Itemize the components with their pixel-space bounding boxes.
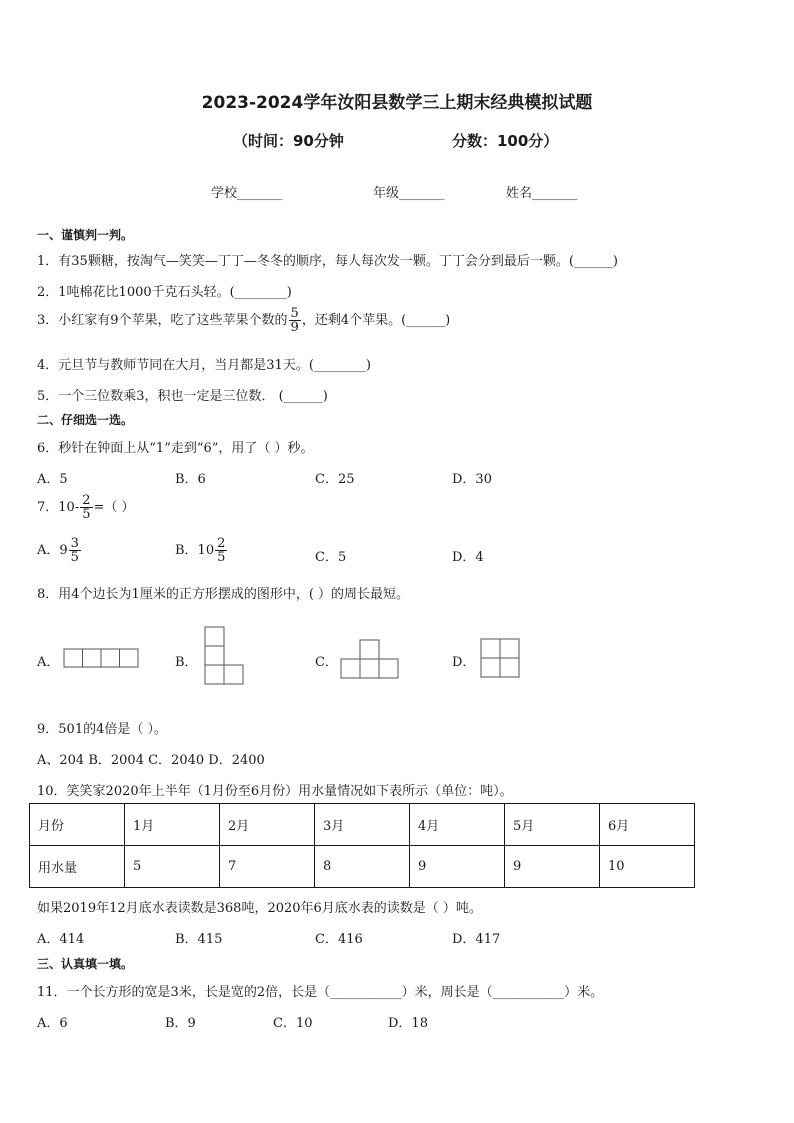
question-10-followup: 如果2019年12月底水表读数是368吨，2020年6月底水表的读数是（ ）吨。	[37, 901, 482, 916]
q11-option-c: C．10	[273, 1016, 313, 1031]
question-5: 5．一个三位数乘3，积也一定是三位数． (______)	[37, 389, 328, 404]
q6-option-b: B．6	[175, 472, 206, 487]
unit-square	[83, 649, 102, 667]
fraction-denominator: 5	[217, 550, 226, 565]
table-cell: 9	[410, 846, 505, 888]
fraction-numerator: 5	[290, 306, 299, 321]
unit-square	[224, 665, 243, 684]
q8-option-b: B．	[175, 655, 198, 670]
unit-square	[120, 649, 139, 667]
table-cell: 5月	[505, 804, 600, 846]
table-cell: 10	[600, 846, 695, 888]
question-10: 10．笑笑家2020年上半年（1月份至6月份）用水量情况如下表所示（单位：吨）。	[37, 784, 513, 799]
q7-option-a	[37, 537, 82, 564]
question-7-pre: 7．10-	[37, 500, 80, 515]
table-cell: 8	[315, 846, 410, 888]
table-cell: 3月	[315, 804, 410, 846]
q10-option-c: C．416	[315, 932, 363, 947]
fraction-numerator: 2	[217, 536, 226, 551]
q7-option-b	[175, 537, 228, 564]
question-7	[37, 494, 135, 521]
question-1: 1．有35颗糖，按淘气—笑笑—丁丁—冬冬的顺序，每人每次发一颗。丁丁会分到最后一颗。(______)	[37, 254, 618, 269]
q6-option-d: D．30	[452, 472, 492, 487]
question-3-pre: 3．小红家有9个苹果，吃了这些苹果个数的	[37, 313, 288, 328]
table-cell: 1月	[125, 804, 220, 846]
unit-square	[205, 665, 224, 684]
question-7-post: =（ ）	[93, 500, 135, 515]
question-9: 9．501的4倍是（ ）。	[37, 722, 167, 737]
fraction-numerator: 3	[70, 536, 79, 551]
fraction	[80, 494, 92, 521]
fraction	[215, 537, 227, 564]
unit-square	[341, 659, 360, 678]
q7-option-b-label: B．10	[175, 543, 215, 558]
unit-square	[205, 646, 224, 665]
unit-square	[64, 649, 83, 667]
shape-four-in-row	[63, 648, 141, 670]
q8-option-c: C．	[315, 655, 338, 670]
exam-title: 2023-2024学年汝阳县数学三上期末经典模拟试题	[201, 93, 593, 113]
q7-option-c: C．5	[315, 550, 347, 565]
question-3-post: ，还剩4个苹果。(______)	[301, 313, 451, 328]
fraction-denominator: 9	[290, 320, 299, 335]
table-cell: 2月	[220, 804, 315, 846]
unit-square	[205, 627, 224, 646]
q7-option-d: D．4	[452, 550, 484, 565]
question-3	[37, 307, 450, 334]
q7-option-a-label: A．9	[37, 543, 68, 558]
table-cell: 用水量	[30, 846, 125, 888]
unit-square	[481, 639, 500, 658]
school-field: 学校_______	[211, 186, 283, 201]
unit-square	[379, 659, 398, 678]
question-8: 8．用4个边长为1厘米的正方形摆成的图形中，( ）的周长最短。	[37, 587, 410, 602]
unit-square	[360, 659, 379, 678]
fraction-denominator: 5	[70, 550, 79, 565]
table-cell: 9	[505, 846, 600, 888]
unit-square	[500, 639, 519, 658]
question-6: 6．秒针在钟面上从“1”走到“6”，用了（ ）秒。	[37, 441, 314, 456]
shape-l-tetromino	[204, 626, 246, 686]
q9-options: A、204 B．2004 C．2040 D．2400	[37, 753, 265, 768]
exam-score: 分数：100分）	[452, 132, 559, 150]
fraction	[69, 537, 81, 564]
exam-time: （时间：90分钟	[233, 132, 344, 150]
table-row	[30, 804, 695, 846]
unit-square	[360, 640, 379, 659]
table-cell: 5	[125, 846, 220, 888]
q11-option-b: B．9	[165, 1016, 196, 1031]
shape-t-tetromino	[340, 639, 400, 681]
question-4: 4．元旦节与教师节同在大月，当月都是31天。(________)	[37, 358, 371, 373]
shape-square-tetromino	[480, 638, 522, 680]
table-row	[30, 846, 695, 888]
unit-square	[481, 658, 500, 677]
unit-square	[500, 658, 519, 677]
section-heading-fill: 三、认真填一填。	[37, 957, 134, 971]
q10-option-d: D．417	[452, 932, 501, 947]
grade-field: 年级_______	[373, 186, 445, 201]
water-usage-table	[29, 803, 695, 888]
table-cell: 7	[220, 846, 315, 888]
name-field: 姓名_______	[506, 186, 578, 201]
table-cell: 月份	[30, 804, 125, 846]
q6-option-a: A．5	[37, 472, 68, 487]
q11-option-d: D．18	[388, 1016, 428, 1031]
q8-option-d: D．	[452, 655, 476, 670]
q6-option-c: C．25	[315, 472, 355, 487]
q11-option-a: A．6	[37, 1016, 68, 1031]
table-cell: 4月	[410, 804, 505, 846]
q10-option-b: B．415	[175, 932, 223, 947]
section-heading-judge: 一、谨慎判一判。	[37, 228, 134, 242]
q10-option-a: A．414	[37, 932, 85, 947]
question-11: 11．一个长方形的宽是3米，长是宽的2倍，长是（___________）米，周长是（___________）米。	[37, 985, 604, 1000]
question-2: 2．1吨棉花比1000千克石头轻。(________)	[37, 285, 292, 300]
fraction-denominator: 5	[82, 507, 91, 522]
section-heading-choose: 二、仔细选一选。	[37, 413, 134, 427]
q8-option-a: A．	[37, 655, 60, 670]
fraction-numerator: 2	[82, 493, 91, 508]
unit-square	[101, 649, 120, 667]
fraction	[289, 307, 301, 334]
table-cell: 6月	[600, 804, 695, 846]
